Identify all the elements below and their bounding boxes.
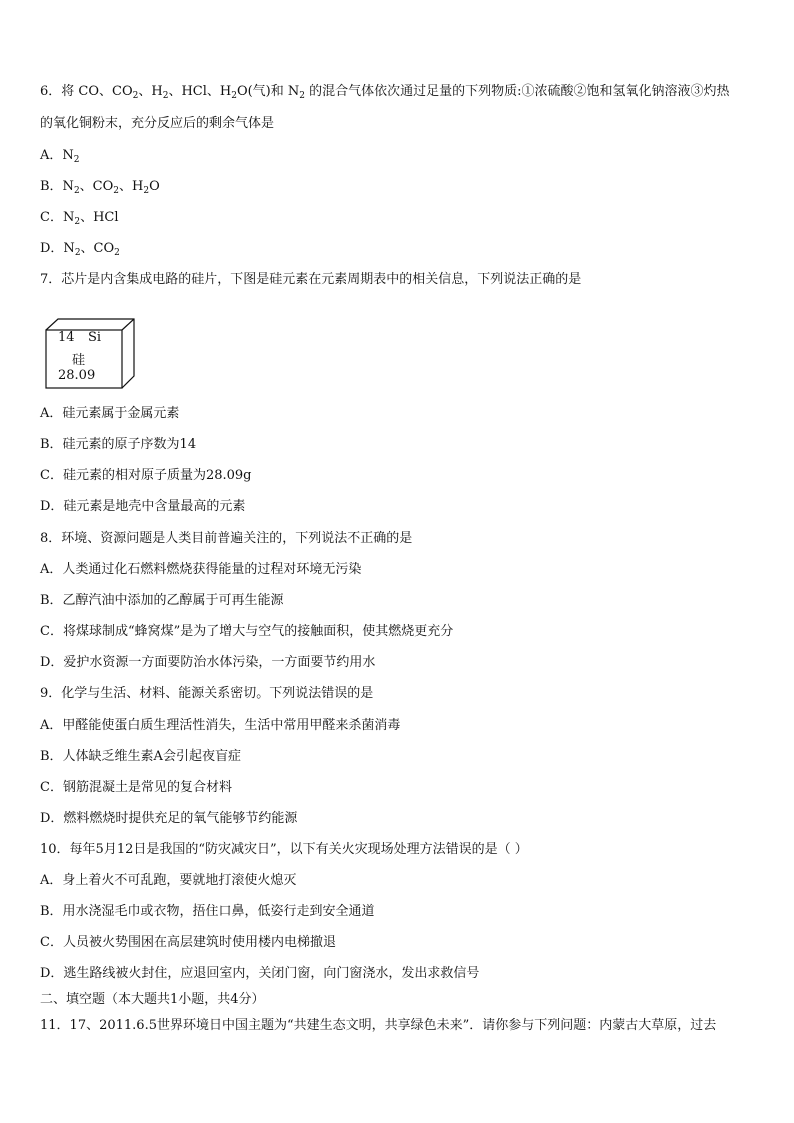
q6-option-c-text-1: C．N bbox=[40, 210, 75, 225]
sub-2: 2 bbox=[73, 186, 80, 196]
q6-option-b-text-2: 、CO bbox=[79, 179, 114, 194]
sub-2: 2 bbox=[231, 91, 237, 101]
q7-option-d: D．硅元素是地壳中含量最高的元素 bbox=[40, 499, 246, 514]
q9-option-c: C．钢筋混凝土是常见的复合材料 bbox=[40, 780, 232, 795]
q6-option-d bbox=[40, 241, 120, 257]
q9-option-b: B．人体缺乏维生素A会引起夜盲症 bbox=[40, 749, 241, 764]
q10-stem: 10．每年5月12日是我国的“防灾减灾日”，以下有关火灾现场处理方法错误的是（ ） bbox=[40, 842, 528, 857]
element-name: 硅 bbox=[72, 353, 86, 368]
q9-option-a: A．甲醛能使蛋白质生理活性消失，生活中常用甲醛来杀菌消毒 bbox=[40, 718, 401, 733]
q6-option-d-text-1: D．N bbox=[40, 241, 75, 256]
q6-option-b-text-3: 、H bbox=[119, 179, 144, 194]
q6-option-a-text: A．N bbox=[40, 148, 74, 163]
q6-option-b bbox=[40, 179, 160, 195]
q6-option-d-text-2: 、CO bbox=[80, 241, 115, 256]
atomic-number: 14 bbox=[58, 330, 75, 345]
q8-option-d: D．爱护水资源一方面要防治水体污染，一方面要节约用水 bbox=[40, 655, 376, 670]
q10-option-d: D．逃生路线被火封住，应退回室内，关闭门窗，向门窗浇水，发出求救信号 bbox=[40, 966, 480, 981]
q9-stem: 9．化学与生活、材料、能源关系密切。下列说法错误的是 bbox=[40, 686, 374, 701]
q10-option-c: C．人员被火势围困在高层建筑时使用楼内电梯撤退 bbox=[40, 935, 336, 950]
section-heading-fill-in: 二、填空题（本大题共1小题，共4分） bbox=[40, 992, 265, 1007]
q6-text-4: O(气)和 N bbox=[236, 84, 300, 99]
sub-2: 2 bbox=[74, 217, 81, 227]
q10-option-a: A．身上着火不可乱跑，要就地打滚使火熄灭 bbox=[40, 873, 297, 888]
q11-stem: 11．17、2011.6.5世界环境日中国主题为“共建生态文明，共享绿色未来”．请你参与下列问题：内蒙古大草原，过去 bbox=[40, 1018, 717, 1033]
sub-2: 2 bbox=[73, 155, 80, 165]
q6-text-6: 的氧化铜粉末，充分反应后的剩余气体是 bbox=[40, 116, 275, 131]
q10-option-b: B．用水浇湿毛巾或衣物，捂住口鼻，低姿行走到安全通道 bbox=[40, 904, 375, 919]
sub-2: 2 bbox=[114, 248, 120, 258]
q7-stem-text: 7．芯片是内含集成电路的硅片，下图是硅元素在元素周期表中的相关信息，下列说法正确的是 bbox=[40, 272, 582, 287]
q7-option-b: B．硅元素的原子序数为14 bbox=[40, 437, 197, 452]
q6-text-2: 、H bbox=[138, 84, 163, 99]
sub-2: 2 bbox=[162, 91, 169, 101]
q6-stem-line1 bbox=[40, 84, 730, 100]
atomic-mass: 28.09 bbox=[58, 368, 96, 383]
q7-stem bbox=[40, 272, 581, 288]
sub-2: 2 bbox=[143, 186, 150, 196]
q8-option-c: C．将煤球制成“蜂窝煤”是为了增大与空气的接触面积，使其燃烧更充分 bbox=[40, 624, 454, 639]
q6-text-5: 的混合气体依次通过足量的下列物质:①浓硫酸②饱和氢氧化钠溶液③灼热 bbox=[305, 84, 730, 99]
silicon-element-card bbox=[44, 318, 136, 388]
q8-option-b: B．乙醇汽油中添加的乙醇属于可再生能源 bbox=[40, 593, 284, 608]
sub-2: 2 bbox=[299, 91, 305, 101]
q6-option-a bbox=[40, 148, 80, 164]
q6-text-1: 6．将 CO、CO bbox=[40, 84, 133, 99]
q6-option-b-text-1: B．N bbox=[40, 179, 74, 194]
element-symbol: Si bbox=[88, 330, 102, 345]
q6-option-c-text-2: 、HCl bbox=[80, 210, 119, 225]
q9-option-d: D．燃料燃烧时提供充足的氧气能够节约能源 bbox=[40, 811, 298, 826]
sub-2: 2 bbox=[132, 91, 139, 101]
q7-option-c: C．硅元素的相对原子质量为28.09g bbox=[40, 468, 252, 483]
q6-text-3: 、HCl、H bbox=[168, 84, 232, 99]
sub-2: 2 bbox=[113, 186, 120, 196]
q7-option-a: A．硅元素属于金属元素 bbox=[40, 406, 180, 421]
sub-2: 2 bbox=[74, 248, 81, 258]
q8-stem: 8．环境、资源问题是人类目前普遍关注的，下列说法不正确的是 bbox=[40, 531, 413, 546]
q6-option-c bbox=[40, 210, 119, 226]
q6-stem-line2 bbox=[40, 116, 274, 132]
q6-option-b-text-4: O bbox=[149, 179, 160, 194]
q8-option-a: A．人类通过化石燃料燃烧获得能量的过程对环境无污染 bbox=[40, 562, 362, 577]
